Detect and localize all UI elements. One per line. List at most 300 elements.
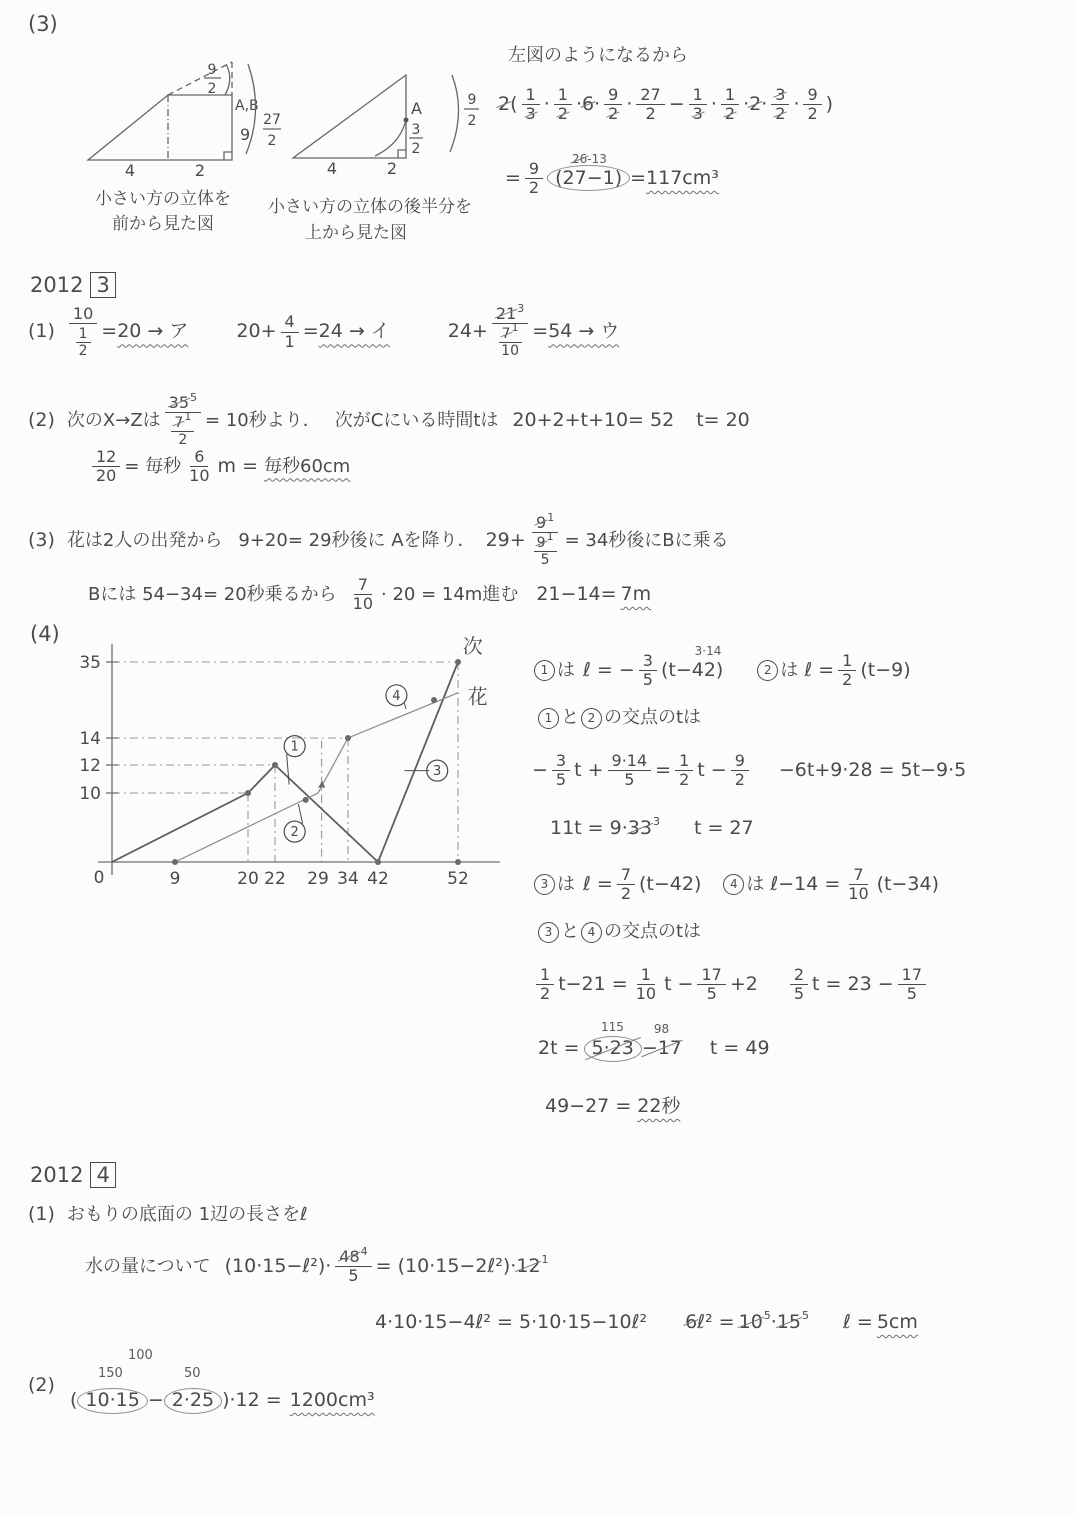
frac-num: 9 bbox=[803, 86, 821, 105]
fraction bbox=[335, 1245, 371, 1286]
value-annotation: 150 bbox=[98, 1366, 123, 1381]
cancelled-number: 15 bbox=[776, 1311, 802, 1333]
fraction bbox=[731, 752, 749, 790]
equation: 4·10·15−4ℓ² = 5·10·15−10ℓ² bbox=[375, 1311, 648, 1333]
fraction bbox=[185, 448, 213, 486]
cancelled-number: 35 bbox=[168, 393, 190, 412]
term: 29+ bbox=[485, 529, 526, 552]
frac-den: 10 bbox=[352, 594, 374, 614]
caption-text: 小さい方の立体を bbox=[95, 189, 231, 209]
answer-value: 1200cm³ bbox=[289, 1389, 375, 1411]
equation: 2t = bbox=[538, 1037, 580, 1059]
cancel-annotation: 4 bbox=[360, 1245, 368, 1258]
equation: 11t = 9· bbox=[550, 817, 628, 839]
text: · 20 = 14m進む bbox=[381, 583, 519, 605]
fraction bbox=[721, 86, 739, 124]
boxed-problem-number: 3 bbox=[90, 272, 115, 298]
cancelled-number: 7 bbox=[174, 415, 184, 432]
text: と bbox=[561, 921, 579, 943]
equation: (t−42) bbox=[660, 658, 724, 681]
hana-line bbox=[175, 693, 458, 862]
right-angle-mark bbox=[398, 150, 406, 158]
p2-line2 bbox=[88, 448, 350, 486]
y-tick-label: 14 bbox=[79, 729, 101, 749]
caption-text: 小さい方の立体の後半分を bbox=[268, 197, 472, 217]
cancel-annotation: 1 bbox=[541, 1252, 549, 1266]
frac-num: 1 bbox=[536, 966, 554, 985]
p3-line1 bbox=[28, 511, 729, 569]
cancelled-number: 2 bbox=[498, 92, 511, 115]
frac-num: 12 bbox=[92, 448, 120, 467]
fraction bbox=[552, 752, 570, 790]
answer-value: 22秒 bbox=[637, 1095, 681, 1117]
frac-den: 2 bbox=[679, 770, 690, 790]
cancel-annotation: 3 bbox=[652, 814, 660, 828]
paren: ( bbox=[70, 1389, 78, 1411]
apex-frac-den: 2 bbox=[207, 81, 217, 97]
data-point bbox=[172, 859, 178, 865]
text: 水の量について bbox=[85, 1255, 211, 1277]
point-label-AB: A,B bbox=[235, 98, 259, 114]
cancelled-number: 6 bbox=[581, 92, 595, 115]
frac-den: 2 bbox=[645, 104, 656, 124]
brace-frac-den: 2 bbox=[467, 113, 477, 129]
frac-num: 17 bbox=[898, 966, 926, 985]
cancelled-term: −17 bbox=[641, 1037, 682, 1059]
frac-den: 2 bbox=[78, 343, 88, 360]
frac-num: 7 bbox=[354, 576, 372, 595]
boxed-problem-number: 4 bbox=[90, 1162, 115, 1188]
equation: t= 20 bbox=[696, 409, 750, 432]
fraction bbox=[536, 966, 554, 1004]
frac-num: 1 bbox=[554, 86, 572, 105]
term: 24+ bbox=[447, 320, 488, 343]
frac-den: 5 bbox=[793, 984, 805, 1004]
value-annotation: 98 bbox=[653, 1022, 670, 1036]
cancelled-number: 9 bbox=[536, 513, 547, 532]
x-tick-label: 29 bbox=[307, 869, 329, 889]
cancelled-number: 10 bbox=[738, 1311, 763, 1333]
data-point bbox=[303, 797, 309, 803]
frac-num: 10 bbox=[69, 305, 97, 324]
frac-den: 2 bbox=[540, 984, 551, 1004]
cancel-annotation: 5 bbox=[802, 1308, 810, 1322]
equals: = bbox=[630, 166, 647, 189]
cancelled-number: 21 bbox=[495, 304, 517, 323]
fraction bbox=[525, 160, 543, 198]
eq-line9 bbox=[545, 1096, 680, 1118]
cancelled-number: 3 bbox=[692, 104, 703, 124]
equation: 49−27 = bbox=[545, 1095, 632, 1117]
fig2-caption-line1 bbox=[268, 198, 472, 218]
minus: − bbox=[532, 758, 548, 781]
equation: (10·15−ℓ²)· bbox=[224, 1254, 332, 1277]
equation: t = 49 bbox=[709, 1037, 770, 1059]
equation: (t−34) bbox=[876, 872, 940, 895]
frac-den: 2 bbox=[842, 670, 853, 690]
annotated-paren bbox=[547, 151, 630, 190]
fraction bbox=[790, 966, 808, 1004]
p4-2-label bbox=[28, 1375, 55, 1397]
equals: = bbox=[505, 166, 521, 189]
volume-expression bbox=[498, 86, 833, 124]
frac-num: 1 bbox=[675, 752, 693, 771]
problem-4-label bbox=[30, 622, 60, 646]
frac-num: 17 bbox=[697, 966, 725, 985]
triangle-outline bbox=[293, 75, 406, 158]
text: 花は2人の出発から bbox=[66, 529, 223, 551]
paren: ) bbox=[825, 92, 834, 115]
frac-den: 2 bbox=[734, 770, 745, 790]
eq-line7 bbox=[532, 966, 930, 1004]
fraction bbox=[803, 86, 821, 124]
equation: 21−14= bbox=[536, 582, 617, 605]
answer-a: 20 → ア bbox=[117, 320, 189, 343]
fraction bbox=[498, 321, 522, 360]
equals: = bbox=[302, 320, 319, 343]
text: は bbox=[557, 873, 575, 895]
frac-den: 2 bbox=[620, 884, 631, 904]
frac-den: 5 bbox=[540, 552, 550, 569]
y-tick-label: 35 bbox=[79, 653, 101, 673]
frac-den: 5 bbox=[706, 984, 717, 1004]
fraction bbox=[898, 966, 926, 1004]
label-text: (3) bbox=[28, 12, 58, 36]
annotation-pointer bbox=[298, 804, 302, 824]
brace-frac-num: 9 bbox=[467, 92, 477, 108]
answer-value: 7m bbox=[620, 582, 652, 605]
text: = 10秒より． bbox=[205, 409, 321, 431]
dot: · bbox=[793, 92, 800, 115]
p2-line1 bbox=[28, 391, 750, 449]
annotated-term bbox=[584, 1020, 642, 1062]
x-tick-label: 22 bbox=[264, 869, 286, 889]
p4-2-line bbox=[70, 1388, 375, 1414]
cancelled-number: 9 bbox=[536, 535, 546, 552]
text: m = bbox=[217, 454, 258, 477]
circled-number-3: 3 bbox=[534, 874, 555, 895]
fraction bbox=[281, 313, 299, 351]
point-A-dot bbox=[404, 118, 409, 123]
nested-fraction bbox=[530, 511, 561, 569]
data-point bbox=[431, 697, 437, 703]
annotation-value: 13 bbox=[591, 151, 607, 166]
frac-num: 9 bbox=[604, 86, 622, 105]
equation: t = 27 bbox=[693, 817, 754, 839]
cancel-annotation: 26-13 bbox=[572, 151, 607, 166]
volume-result bbox=[505, 151, 719, 198]
text: Bには 54−34= 20秒乗るから bbox=[88, 583, 337, 605]
frac-den: 5 bbox=[555, 770, 567, 790]
nested-fraction bbox=[492, 302, 528, 360]
base-label-2: 2 bbox=[194, 161, 206, 180]
value-annotation: 100 bbox=[128, 1348, 153, 1363]
text: の交点のtは bbox=[604, 921, 702, 943]
factor-annotation: 3·14 bbox=[694, 643, 722, 658]
circled-expression: (27−1) bbox=[547, 165, 630, 191]
equals: = bbox=[101, 320, 118, 343]
cancelled-number: 7 bbox=[501, 326, 511, 343]
p3-line2 bbox=[88, 576, 651, 614]
data-point bbox=[345, 735, 351, 741]
frac-den: 10 bbox=[848, 884, 869, 904]
segment-number-text: 2 bbox=[290, 825, 299, 841]
circled-number-4: 4 bbox=[723, 874, 744, 895]
frac-num: 9 bbox=[731, 752, 749, 771]
equation: t − bbox=[664, 972, 694, 995]
fraction bbox=[632, 966, 660, 1004]
cancelled-number: 12 bbox=[516, 1254, 541, 1277]
year-problem-4-title bbox=[30, 1162, 116, 1188]
mid-frac-den: 2 bbox=[411, 141, 421, 157]
equation: (t−42) bbox=[639, 872, 702, 895]
cancelled-number: 2 bbox=[775, 104, 786, 124]
x-tick-label: 20 bbox=[237, 869, 259, 889]
frac-num: 7 bbox=[849, 866, 867, 885]
equation: ℓ = bbox=[843, 1311, 873, 1333]
dot: · bbox=[575, 92, 582, 115]
frac-num: 1 bbox=[721, 86, 739, 105]
side-label-9: 9 bbox=[240, 125, 251, 144]
circled-number-2: 2 bbox=[581, 708, 602, 729]
fraction bbox=[639, 652, 657, 690]
fraction bbox=[689, 86, 707, 124]
data-point bbox=[245, 790, 251, 796]
circled-number-3: 3 bbox=[538, 922, 559, 943]
equation: t + bbox=[574, 758, 604, 781]
cancelled-number: 6 bbox=[685, 1311, 698, 1333]
fraction bbox=[617, 866, 635, 904]
frac-den: 1 bbox=[284, 331, 295, 351]
cancelled-number: 3 bbox=[775, 85, 786, 104]
frac-den: 10 bbox=[501, 343, 519, 360]
x-tick-label: 34 bbox=[337, 869, 359, 889]
distance-time-graph bbox=[68, 632, 508, 907]
data-point bbox=[455, 659, 461, 665]
frac-num: 9 bbox=[525, 160, 543, 179]
fraction bbox=[534, 530, 557, 569]
answer-u: 54 → ウ bbox=[548, 320, 620, 343]
cancel-annotation: 1 bbox=[546, 530, 554, 544]
dot: · bbox=[770, 1311, 777, 1333]
cancelled-number: 2 bbox=[724, 104, 736, 124]
frac-den: 2 bbox=[528, 178, 540, 198]
cancel-annotation: 5 bbox=[763, 1308, 771, 1322]
equation: ℓ² = bbox=[697, 1311, 735, 1333]
y-tick-label: 12 bbox=[79, 756, 101, 776]
frac-num: 3 bbox=[552, 752, 570, 771]
eq-line1 bbox=[532, 643, 911, 690]
eq-line5 bbox=[532, 866, 939, 904]
frac-num: 3 bbox=[639, 652, 657, 671]
cancel-annotation: 1 bbox=[511, 321, 519, 335]
fraction bbox=[604, 86, 622, 124]
equals: = bbox=[655, 758, 672, 781]
brace-frac-den: 2 bbox=[267, 133, 277, 149]
annotation-pointer bbox=[287, 754, 289, 785]
data-point bbox=[455, 859, 461, 865]
equation: t = 23 − bbox=[812, 972, 894, 995]
frac-den: 2 bbox=[178, 432, 188, 449]
cancel-annotation: 3 bbox=[517, 302, 525, 315]
frac-num: 7 bbox=[617, 866, 635, 885]
text: 9+20= 29秒後に Aを降り． bbox=[238, 529, 476, 551]
year-text: 2012 bbox=[30, 273, 84, 297]
series-label: 花 bbox=[467, 684, 488, 709]
cancel-annotation: 1 bbox=[184, 410, 192, 424]
equation: 20+2+t+10= 52 bbox=[512, 409, 675, 432]
fraction bbox=[844, 866, 872, 904]
base-label-4: 4 bbox=[326, 159, 338, 178]
dot: · bbox=[761, 92, 768, 115]
equation: (t−9) bbox=[860, 658, 911, 681]
answer-value: 毎秒60cm bbox=[264, 455, 351, 477]
frac-num: 1 bbox=[76, 326, 91, 343]
problem-3-label bbox=[28, 12, 58, 36]
annotation-pointer bbox=[404, 703, 406, 709]
right-angle-mark bbox=[224, 152, 232, 160]
fraction bbox=[675, 752, 693, 790]
frac-num: 9·14 bbox=[608, 752, 652, 771]
year-text: 2012 bbox=[30, 1163, 84, 1187]
minus: − bbox=[668, 92, 685, 115]
x-tick-label: 52 bbox=[447, 869, 469, 889]
p4-1-line2 bbox=[85, 1245, 549, 1286]
dot: · bbox=[594, 92, 601, 115]
cancel-annotation: 1 bbox=[547, 511, 555, 524]
answer-i: 24 → イ bbox=[318, 320, 390, 343]
eq-line6 bbox=[536, 922, 701, 943]
eq-line8 bbox=[538, 1020, 770, 1062]
paren: ( bbox=[510, 92, 518, 115]
equation: ℓ = bbox=[804, 658, 835, 681]
frac-num: 2 bbox=[790, 966, 808, 985]
x-tick-label: 42 bbox=[367, 869, 389, 889]
frac-num: 1 bbox=[637, 966, 655, 985]
frac-den: 2 bbox=[807, 104, 818, 124]
data-point bbox=[272, 762, 278, 768]
frac-num: 6 bbox=[190, 448, 208, 467]
nested-fraction bbox=[69, 305, 97, 360]
frac-den: 5 bbox=[348, 1266, 359, 1286]
text: と bbox=[561, 707, 579, 729]
fraction bbox=[771, 86, 789, 124]
frac-num: 4 bbox=[281, 313, 299, 332]
brace-frac-num: 27 bbox=[263, 112, 281, 128]
frac-den: 10 bbox=[635, 984, 657, 1004]
fraction bbox=[171, 410, 194, 449]
subproblem-label: (3) bbox=[28, 529, 55, 552]
caption-text: 前から見た図 bbox=[112, 214, 214, 234]
answer-value: 117cm³ bbox=[646, 166, 719, 189]
fraction bbox=[92, 448, 120, 486]
data-point bbox=[375, 859, 381, 865]
frac-num: 1 bbox=[689, 86, 707, 105]
fraction bbox=[522, 86, 540, 124]
base-label-4: 4 bbox=[124, 161, 136, 180]
p4-1-line1 bbox=[28, 1204, 308, 1226]
text: の交点のtは bbox=[604, 707, 702, 729]
fraction bbox=[349, 576, 377, 614]
dot: · bbox=[626, 92, 633, 115]
annotated-term bbox=[660, 643, 724, 682]
fraction bbox=[76, 326, 91, 359]
cancelled-number: 2 bbox=[557, 104, 568, 124]
text: は bbox=[780, 659, 799, 681]
fraction bbox=[838, 652, 856, 690]
cancelled-number: 2 bbox=[749, 92, 762, 115]
frac-num: 1 bbox=[838, 652, 856, 671]
fig1-caption-line2 bbox=[112, 215, 214, 235]
equation: ℓ = − bbox=[583, 658, 635, 681]
fraction bbox=[697, 966, 725, 1004]
equals: = bbox=[532, 320, 549, 343]
circled-number-1: 1 bbox=[538, 708, 559, 729]
origin-label: 0 bbox=[93, 868, 105, 888]
frac-num: 27 bbox=[636, 86, 664, 105]
subproblem-label: (2) bbox=[28, 1374, 55, 1396]
text: おもりの底面の 1辺の長さをℓ bbox=[66, 1203, 308, 1225]
equation: +2 bbox=[729, 972, 758, 995]
frac-num: 1 bbox=[522, 86, 540, 105]
text: は bbox=[557, 659, 575, 681]
cancelled-number: 26 bbox=[572, 151, 588, 166]
text: = 毎秒 bbox=[124, 455, 182, 477]
equation: = (10·15−2ℓ²)· bbox=[375, 1254, 517, 1277]
equation: t − bbox=[697, 758, 727, 781]
note-text: 左図のようになるから bbox=[508, 45, 688, 66]
dot: · bbox=[543, 92, 550, 115]
eq-line4 bbox=[550, 814, 754, 840]
series-label: 次 bbox=[462, 633, 483, 658]
circled-number-2: 2 bbox=[757, 660, 778, 681]
top-view-triangle-figure bbox=[267, 62, 485, 186]
dot: · bbox=[743, 92, 750, 115]
subproblem-label: (1) bbox=[28, 1203, 55, 1225]
small-paren bbox=[225, 64, 230, 95]
text: 次がCにいる時間tは bbox=[334, 409, 499, 431]
term: 20+ bbox=[236, 320, 277, 343]
p4-1-line3 bbox=[375, 1308, 918, 1334]
eq-line2 bbox=[536, 708, 701, 729]
cancel-annotation: 5 bbox=[190, 391, 198, 404]
big-paren bbox=[450, 75, 459, 152]
segment-number-text: 1 bbox=[290, 739, 299, 755]
base-label-2: 2 bbox=[386, 159, 398, 178]
answer-value: 5cm bbox=[876, 1311, 918, 1333]
dashed-slant-extension bbox=[168, 62, 232, 95]
value-annotation: 50 bbox=[184, 1366, 201, 1381]
equation: ℓ−14 = bbox=[770, 872, 841, 895]
subproblem-label: (1) bbox=[28, 320, 55, 343]
text: = 34秒後にBに乗る bbox=[564, 529, 729, 551]
circled-expression: 10·15 bbox=[77, 1388, 147, 1414]
solid-trapezoid-outline bbox=[88, 95, 232, 160]
p1-line bbox=[28, 302, 620, 360]
mid-frac-num: 3 bbox=[411, 122, 421, 138]
annotated-term bbox=[641, 1022, 682, 1060]
x-tick-label: 9 bbox=[169, 869, 181, 889]
fig1-caption-line1 bbox=[95, 190, 231, 210]
frac-den: 5 bbox=[624, 770, 635, 790]
minus: − bbox=[147, 1389, 164, 1411]
circled-cancelled-term: 5·23 bbox=[584, 1036, 642, 1062]
equation: )·12 = bbox=[222, 1389, 282, 1411]
fraction bbox=[636, 86, 664, 124]
label-text: (4) bbox=[30, 622, 60, 646]
eq-line3 bbox=[532, 752, 966, 790]
segment-number-text: 4 bbox=[392, 688, 401, 704]
